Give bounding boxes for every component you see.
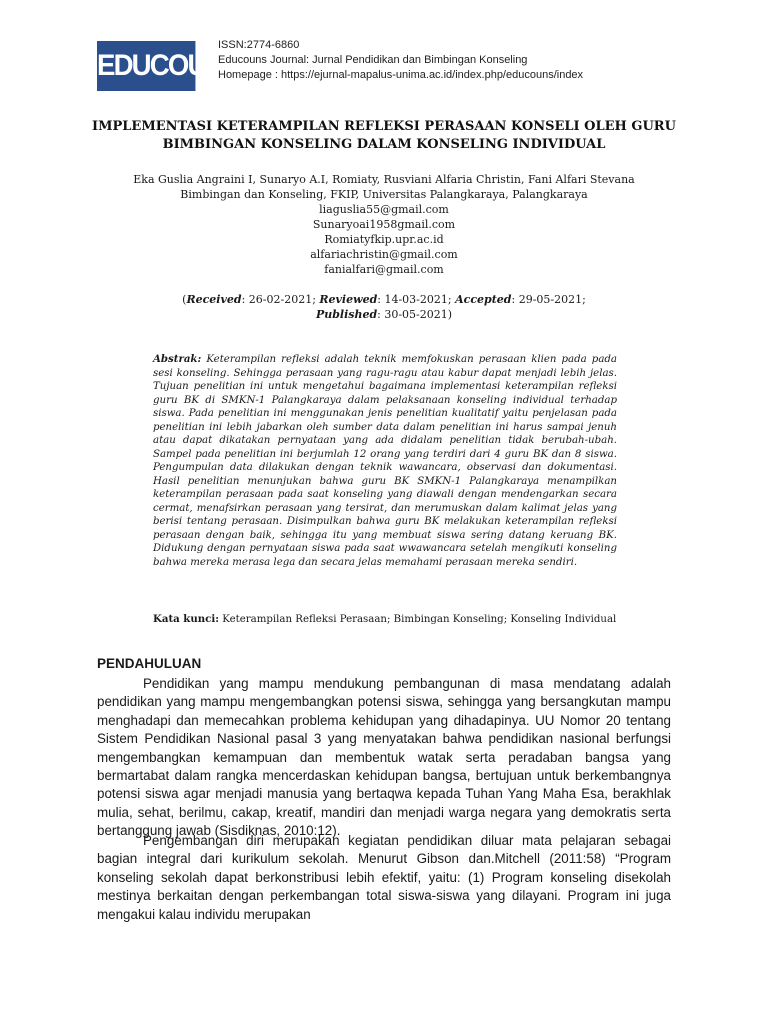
paper-title [60, 118, 708, 154]
reviewed-date: 14-03-2021 [384, 293, 448, 306]
received-label: Received [186, 293, 242, 306]
accepted-label: Accepted [455, 293, 512, 306]
email: fanialfari@gmail.com [324, 263, 444, 276]
title-line-1: IMPLEMENTASI KETERAMPILAN REFLEKSI PERASAAN KONSELI OLEH GURU [92, 119, 676, 134]
journal-name: Educouns Journal: Jurnal Pendidikan dan Bimbingan Konseling [218, 54, 528, 66]
affiliation: Bimbingan dan Konseling, FKIP, Universitas Palangkaraya, Palangkaraya [180, 188, 588, 201]
reviewed-label: Reviewed [319, 293, 378, 306]
accepted-date: 29-05-2021 [518, 293, 583, 306]
submission-dates: (Received: 26-02-2021; Reviewed: 14-03-2021; Accepted: 29-05-2021; Published: 30-05-2021) [182, 293, 586, 321]
issn: ISSN:2774-6860 [218, 39, 300, 51]
author-block [60, 172, 708, 277]
body-paragraph: Pendidikan yang mampu mendukung pembangunan di masa mendatang adalah pendidikan yang mampu mengembangkan potensi siswa, sehingga yang bersangkutan mampu menghadapi dan memecahkan problema kehidupan yang dihadapinya. UU Nomor 20 tentang Sistem Pendidikan Nasional pasal 3 yang menyatakan bahwa pendidikan nasional berfungsi mengembangkan kemampuan dan membentuk watak serta peradaban bangsa yang bermartabat dalam rangka mencerdaskan kehidupan bangsa, bertujuan untuk berkembangnya potensi siswa agar menjadi manusia yang bertaqwa kepada Tuhan Yang Maha Esa, berakhlak mulia, sehat, berilmu, cakap, kreatif, mandiri dan menjadi warga negara yang demokratis serta bertanggung jawab (Sisdiknas, 2010:12). [97, 676, 671, 839]
email: Romiatyfkip.upr.ac.id [324, 233, 444, 246]
published-label: Published [315, 308, 378, 321]
journal-meta [218, 38, 583, 83]
published-date: 30-05-2021 [384, 308, 448, 321]
abstract [153, 353, 617, 569]
keywords-label: Kata kunci: [153, 613, 220, 625]
email: Sunaryoai1958gmail.com [312, 218, 456, 231]
authors: Eka Guslia Angraini I, Sunaryo A.I, Romiaty, Rusviani Alfaria Christin, Fani Alfari Stevana [133, 173, 635, 186]
abstract-label: Abstrak: [153, 353, 202, 365]
educouns-logo: EDUCOUNS [97, 41, 195, 91]
keywords-text: Keterampilan Refleksi Perasaan; Bimbingan Konseling; Konseling Individual [222, 614, 617, 625]
keywords [153, 612, 617, 627]
email: alfariachristin@gmail.com [310, 248, 458, 261]
section-heading: PENDAHULUAN [97, 656, 202, 671]
abstract-text: Keterampilan refleksi adalah teknik memfokuskan perasaan klien pada pada sesi konseling. Sehingga perasaan yang ragu-ragu atau kabur dapat menjadi lebih jelas. Tujuan penelitian ini untuk mengetahui bagaimana implementasi keterampilan refleksi guru BK di SMKN-1 Palangkaraya dalam pelaksanaan konseling individual terhadap siswa. Pada penelitian ini menggunakan jenis penelitian kualitatif yaitu penjelasan pada penelitian ini lebih jabarkan oleh sumber data dalam penelitian ini harus sampai jenuh atau dapat dikatakan pernyataan yang ada didalam penelitian tidak berubah-ubah. Sampel pada penelitian ini berjumlah 12 orang yang terdiri dari 4 guru BK dan 8 siswa. Pengumpulan data dilakukan dengan teknik wawancara, observasi dan dokumentasi. Hasil penelitian menunjukan bahwa guru BK SMKN-1 Palangkaraya menampilkan keterampilan perasaan pada saat konseling yang diawali dengan mendengarkan secara cermat, menafsirkan perasaan yang tersirat, dan merumuskan dalam kalimat jelas yang berisi tentang perasaan. Disimpulkan bahwa guru BK melakukan keterampilan refleksi perasaan dengan baik, sehingga itu yang membuat siswa sering datang keruang BK. Didukung dengan pernyataan siswa pada saat wwawancara setelah mengikuti konseling bahwa mereka merasa lega dan secara jelas memahami perasaan mereka sendiri. [153, 354, 617, 568]
homepage-link[interactable]: Homepage : https://ejurnal-mapalus-unima.ac.id/index.php/educouns/index [218, 69, 584, 81]
email: liaguslia55@gmail.com [319, 203, 449, 216]
received-date: 26-02-2021 [248, 293, 313, 306]
journal-header [97, 38, 697, 94]
title-line-2: BIMBINGAN KONSELING DALAM KONSELING INDIVIDUAL [162, 137, 606, 152]
body-paragraph: Pengembangan diri merupakan kegiatan pendidikan diluar mata pelajaran sebagai bagian integral dari kurikulum sekolah. Menurut Gibson dan.Mitchell (2011:58) “Program konseling sekolah dapat berkonstribusi lebih efektif, yaitu: (1) Program konseling disekolah mestinya berkaitan dengan perkembangan total siswa-siswa yang dilayani. Program ini juga mengakui kalau individu merupakan [97, 833, 671, 922]
